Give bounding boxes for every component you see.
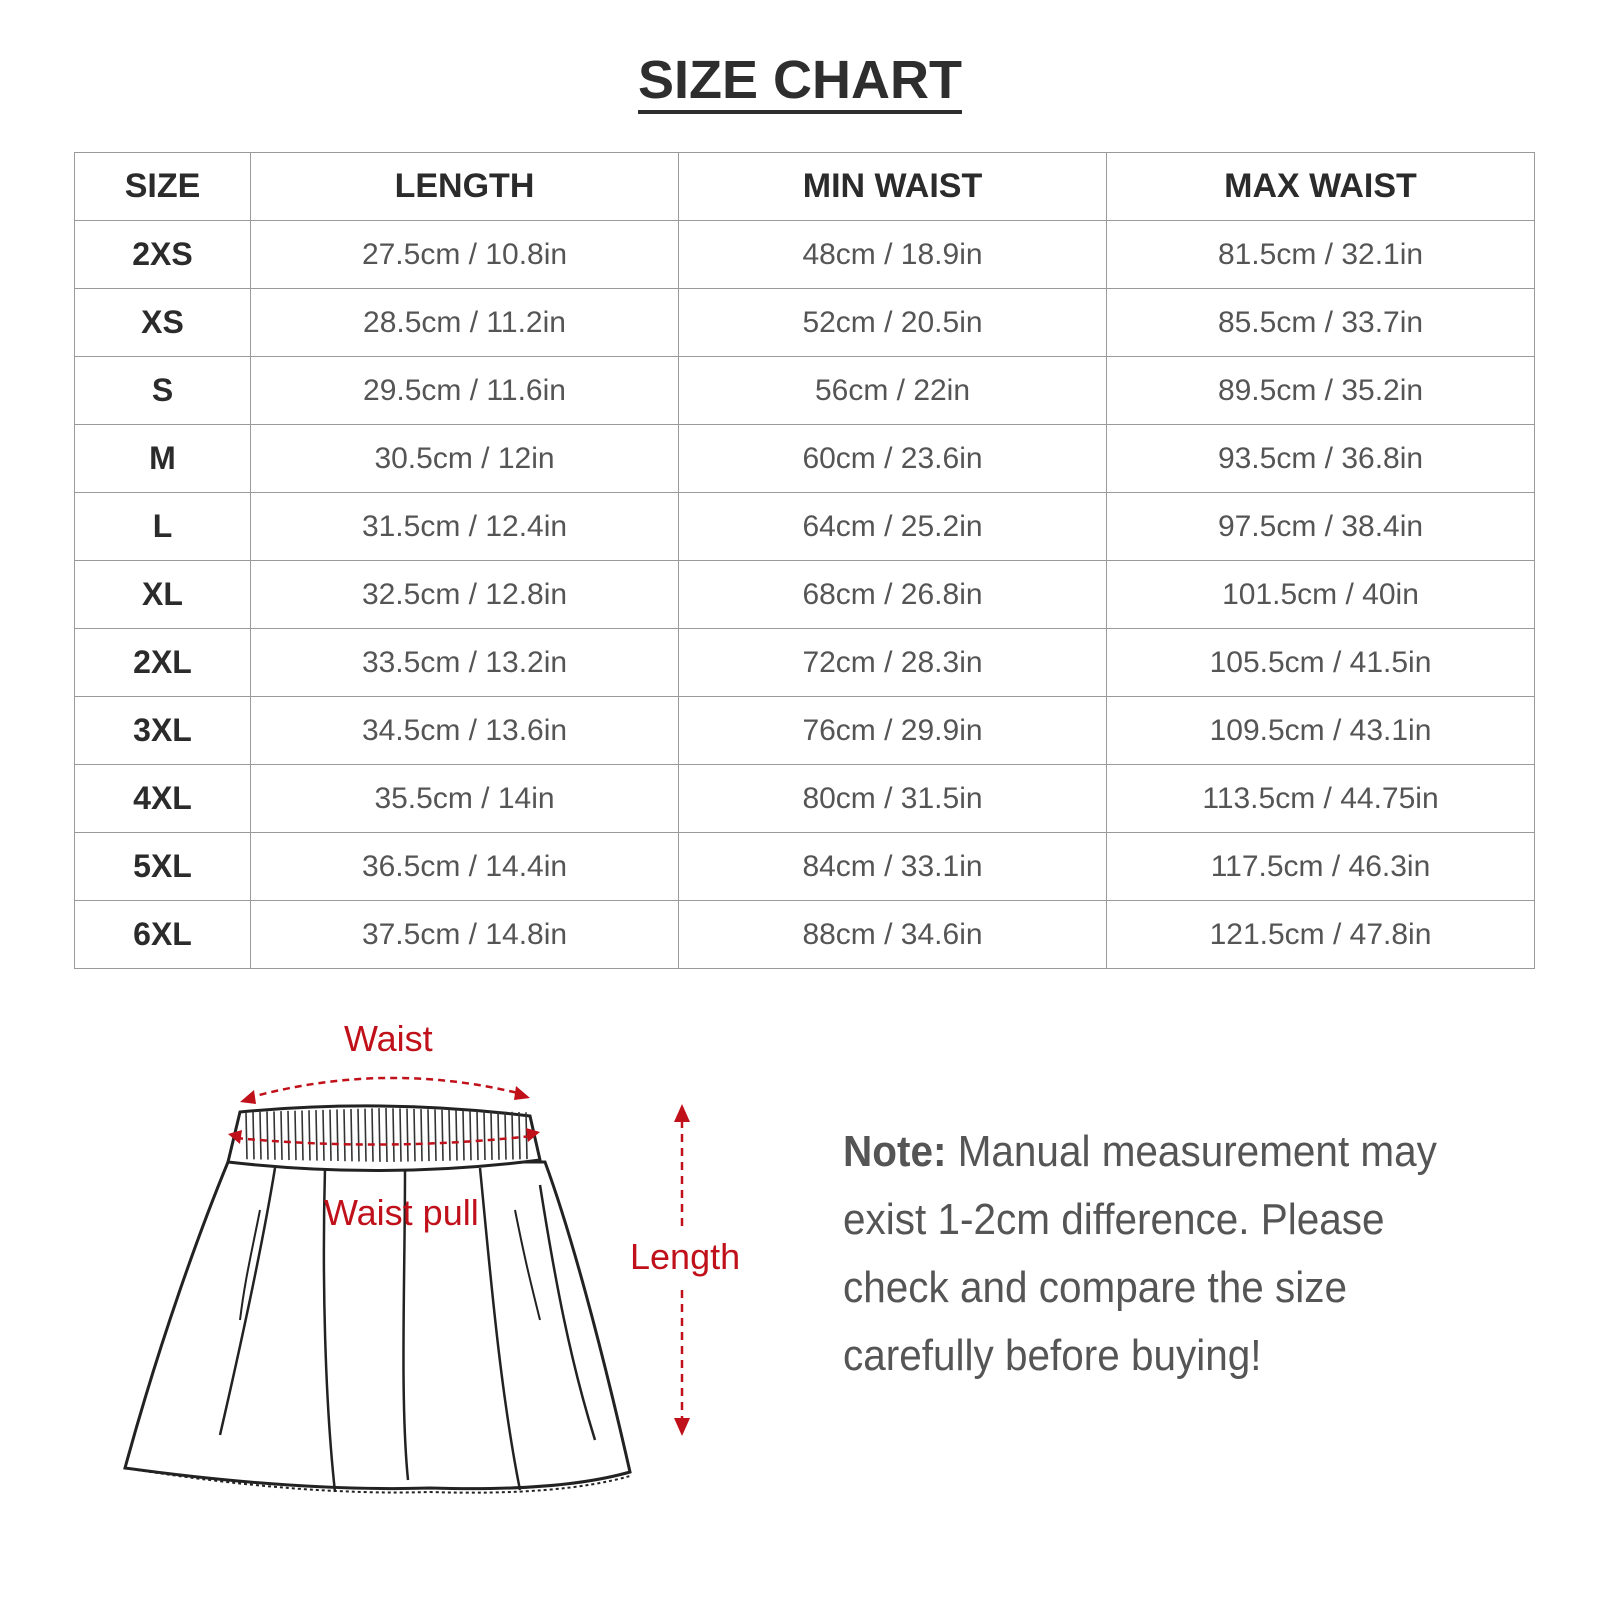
cell-max-waist: 93.5cm / 36.8in	[1107, 425, 1535, 493]
cell-min-waist: 68cm / 26.8in	[679, 561, 1107, 629]
cell-size: L	[75, 493, 251, 561]
cell-length: 29.5cm / 11.6in	[251, 357, 679, 425]
length-arrow-up-icon	[674, 1104, 690, 1122]
cell-size: M	[75, 425, 251, 493]
table-header-row	[75, 153, 1535, 221]
cell-max-waist: 109.5cm / 43.1in	[1107, 697, 1535, 765]
table-row	[75, 357, 1535, 425]
size-table	[74, 152, 1535, 969]
cell-length: 30.5cm / 12in	[251, 425, 679, 493]
length-label: Length	[630, 1236, 741, 1277]
page-title-wrap	[0, 50, 1600, 114]
page-title: SIZE CHART	[638, 50, 962, 114]
cell-max-waist: 85.5cm / 33.7in	[1107, 289, 1535, 357]
cell-size: S	[75, 357, 251, 425]
table-row	[75, 697, 1535, 765]
cell-min-waist: 80cm / 31.5in	[679, 765, 1107, 833]
table-row	[75, 289, 1535, 357]
table-body	[75, 221, 1535, 969]
cell-size: 5XL	[75, 833, 251, 901]
cell-min-waist: 64cm / 25.2in	[679, 493, 1107, 561]
cell-length: 33.5cm / 13.2in	[251, 629, 679, 697]
cell-max-waist: 101.5cm / 40in	[1107, 561, 1535, 629]
cell-length: 28.5cm / 11.2in	[251, 289, 679, 357]
waist-pull-label: Waist pull	[324, 1192, 479, 1233]
header-length: LENGTH	[251, 153, 679, 221]
cell-size: 2XL	[75, 629, 251, 697]
cell-min-waist: 88cm / 34.6in	[679, 901, 1107, 969]
skirt-diagram	[100, 1018, 780, 1520]
cell-length: 35.5cm / 14in	[251, 765, 679, 833]
note-text	[843, 1118, 1441, 1390]
cell-length: 36.5cm / 14.4in	[251, 833, 679, 901]
table-row	[75, 561, 1535, 629]
cell-max-waist: 121.5cm / 47.8in	[1107, 901, 1535, 969]
cell-min-waist: 76cm / 29.9in	[679, 697, 1107, 765]
cell-size: XL	[75, 561, 251, 629]
table-row	[75, 629, 1535, 697]
table-row	[75, 833, 1535, 901]
header-min-waist: MIN WAIST	[679, 153, 1107, 221]
cell-size: 2XS	[75, 221, 251, 289]
table-row	[75, 221, 1535, 289]
cell-size: 6XL	[75, 901, 251, 969]
waist-measure-line	[248, 1078, 522, 1098]
cell-length: 37.5cm / 14.8in	[251, 901, 679, 969]
note-lead: Note:	[843, 1127, 947, 1176]
cell-max-waist: 81.5cm / 32.1in	[1107, 221, 1535, 289]
header-size: SIZE	[75, 153, 251, 221]
cell-length: 27.5cm / 10.8in	[251, 221, 679, 289]
cell-min-waist: 60cm / 23.6in	[679, 425, 1107, 493]
cell-size: XS	[75, 289, 251, 357]
cell-size: 4XL	[75, 765, 251, 833]
cell-min-waist: 56cm / 22in	[679, 357, 1107, 425]
waistband-gathers	[246, 1108, 527, 1162]
header-max-waist: MAX WAIST	[1107, 153, 1535, 221]
note-body: Manual measurement may exist 1-2cm difference. Please check and compare the size carefully before buying!	[843, 1127, 1437, 1380]
waist-arrow-left-icon	[240, 1090, 256, 1104]
cell-min-waist: 52cm / 20.5in	[679, 289, 1107, 357]
table-row	[75, 493, 1535, 561]
cell-max-waist: 113.5cm / 44.75in	[1107, 765, 1535, 833]
cell-length: 32.5cm / 12.8in	[251, 561, 679, 629]
cell-min-waist: 48cm / 18.9in	[679, 221, 1107, 289]
cell-max-waist: 117.5cm / 46.3in	[1107, 833, 1535, 901]
cell-max-waist: 97.5cm / 38.4in	[1107, 493, 1535, 561]
table-row	[75, 425, 1535, 493]
cell-length: 34.5cm / 13.6in	[251, 697, 679, 765]
cell-length: 31.5cm / 12.4in	[251, 493, 679, 561]
cell-min-waist: 72cm / 28.3in	[679, 629, 1107, 697]
skirt-illustration	[100, 1040, 780, 1520]
cell-min-waist: 84cm / 33.1in	[679, 833, 1107, 901]
waist-arrow-right-icon	[514, 1086, 530, 1100]
cell-max-waist: 89.5cm / 35.2in	[1107, 357, 1535, 425]
table-row	[75, 765, 1535, 833]
table-row	[75, 901, 1535, 969]
waist-label: Waist	[344, 1018, 433, 1059]
length-arrow-down-icon	[674, 1418, 690, 1436]
cell-size: 3XL	[75, 697, 251, 765]
cell-max-waist: 105.5cm / 41.5in	[1107, 629, 1535, 697]
